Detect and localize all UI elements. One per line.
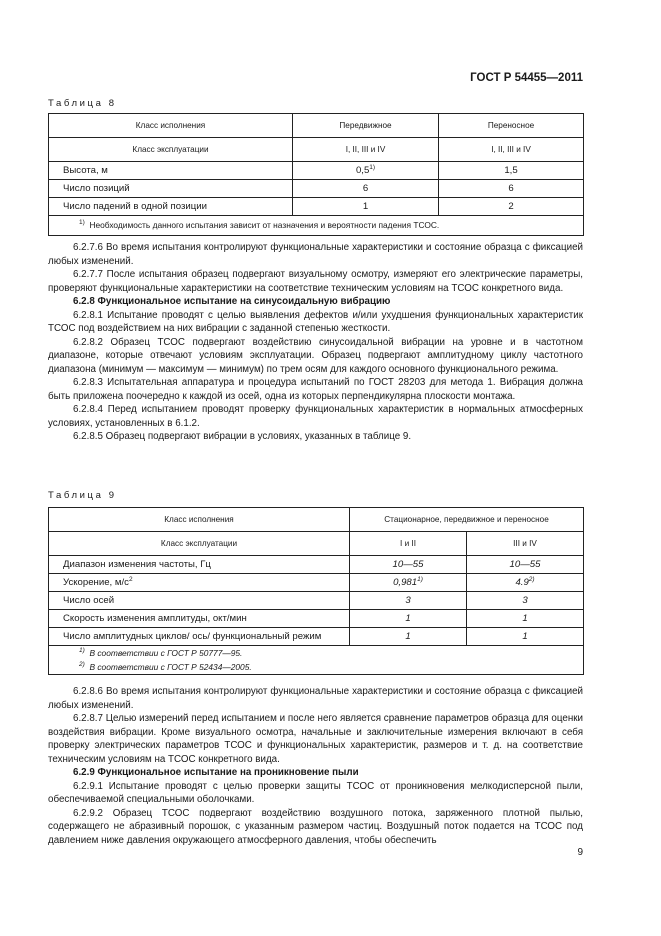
- table-9-caption: Таблица 9: [48, 490, 117, 501]
- row-label: Ускорение, $м/с^2$: [49, 574, 350, 592]
- paragraph: 6.2.8.3 Испытательная аппаратура и процедура испытаний по ГОСТ 28203 для метода 1. Вибрация должна быть приложена поочередно к каждой из осей, одна из которых перпендикулярна плоскости монтажа.: [48, 377, 583, 402]
- table-8-header-class: Класс исполнения: [49, 114, 293, 138]
- table-9: [48, 507, 584, 675]
- row-value: 3: [350, 592, 467, 610]
- row-value: 1: [467, 628, 584, 646]
- row-value: 1: [467, 610, 584, 628]
- paragraph: 6.2.8.6 Во время испытания контролируют функциональные характеристики и состояние образца с фиксацией любых изменений.: [48, 686, 583, 711]
- row-value: 2: [439, 198, 584, 216]
- section-heading: 6.2.8 Функциональное испытание на синусоидальную вибрацию: [73, 296, 391, 307]
- footnote: $^{2)}$ В соответствии с ГОСТ Р 52434—2005.: [79, 661, 252, 672]
- paragraph: 6.2.7.7 После испытания образец подвергают визуальному осмотру, измеряют его электрические параметры, проверяют функциональные характеристики на соответствие техническим условиям на ТСОС конкретного вида.: [48, 269, 583, 294]
- row-label: Высота, м: [49, 162, 293, 180]
- table-8-header-mobile: Передвижное: [293, 114, 439, 138]
- row-value: 1: [350, 610, 467, 628]
- row-value: 10—55: [467, 556, 584, 574]
- table-9-subheader-1-2: I и II: [350, 532, 467, 556]
- table-row: [49, 198, 584, 216]
- table-8-header-portable: Переносное: [439, 114, 584, 138]
- table-row: [49, 610, 584, 628]
- table-9-footnotes: [49, 646, 584, 675]
- row-value: 1: [293, 198, 439, 216]
- row-value: 6: [439, 180, 584, 198]
- table-9-subheader-class: Класс эксплуатации: [49, 532, 350, 556]
- table-9-header-class: Класс исполнения: [49, 508, 350, 532]
- row-label: Диапазон изменения частоты, Гц: [49, 556, 350, 574]
- table-8-footnote: $^{1)}$ Необходимость данного испытания зависит от назначения и вероятности падения ТСОС.: [49, 216, 584, 236]
- paragraph: 6.2.9.2 Образец ТСОС подвергают воздействию воздушного потока, заряженного плотной пылью, содержащего не абразивный порошок, с указанным размером частиц. Воздушный поток подается на ТСОС под давлением ниже давления окружающего атмосферного давления, чтобы обеспечить: [48, 807, 583, 846]
- table-8: [48, 113, 584, 236]
- row-value: 0,981$^{1)}$: [350, 574, 467, 592]
- row-value: 1,5: [439, 162, 584, 180]
- page-number: 9: [577, 847, 583, 858]
- footnote-ref: 1): [369, 163, 376, 171]
- table-9-subheader-3-4: III и IV: [467, 532, 584, 556]
- row-value: 6: [293, 180, 439, 198]
- section-heading: 6.2.9 Функциональное испытание на проникновение пыли: [73, 767, 359, 778]
- paragraph: 6.2.9.1 Испытание проводят с целью проверки защиты ТСОС от проникновения мелкодисперсной пыли, обеспечиваемой специальными оболочками.: [48, 780, 583, 805]
- table-row: [49, 556, 584, 574]
- table-row: [49, 162, 584, 180]
- table-row: [49, 574, 584, 592]
- row-label: Число амплитудных циклов/ ось/ функциональный режим: [49, 628, 350, 646]
- paragraph: 6.2.8.4 Перед испытанием проводят проверку функциональных характеристик в нормальных атмосферных условиях, установленных в 6.1.2.: [48, 404, 583, 429]
- table-row: [49, 592, 584, 610]
- footnote-ref: 2): [528, 575, 535, 583]
- row-label: Скорость изменения амплитуды, окт/мин: [49, 610, 350, 628]
- table-8-subheader-portable: I, II, III и IV: [439, 138, 584, 162]
- row-value: 0,5$^{1)}$: [293, 162, 439, 180]
- table-row: [49, 180, 584, 198]
- row-value: 10—55: [350, 556, 467, 574]
- table-8-caption: Таблица 8: [48, 98, 117, 109]
- paragraph: 6.2.8.7 Целью измерений перед испытанием и после него является сравнение параметров образца для оценки воздействия вибрации. Кроме визуального осмотра, начальные и заключительные измерения включают в себя проверку электрических параметров ТСОС и функциональных характеристик, размеров и т. д. на соответствие техническим условиям на ТСОС конкретного вида.: [48, 713, 583, 765]
- row-label: Число осей: [49, 592, 350, 610]
- table-row: [49, 628, 584, 646]
- document-header: ГОСТ Р 54455—2011: [470, 72, 583, 84]
- row-value: 1: [350, 628, 467, 646]
- paragraph: 6.2.8.2 Образец ТСОС подвергают воздействию синусоидальной вибрации на уровне и в частотном диапазоне, которые отвечают условиям эксплуатации. Образец подвергают амплитудному циклу частотного диапазона (минимум — максимум — минимум) по трем осям для каждого основного функционального режима.: [48, 336, 583, 375]
- row-value: 3: [467, 592, 584, 610]
- row-label: Число позиций: [49, 180, 293, 198]
- text-block-2: [48, 685, 583, 847]
- paragraph: 6.2.8.5 Образец подвергают вибрации в условиях, указанных в таблице 9.: [73, 431, 412, 442]
- table-9-header-all: Стационарное, передвижное и переносное: [350, 508, 584, 532]
- paragraph: 6.2.7.6 Во время испытания контролируют функциональные характеристики и состояние образца с фиксацией любых изменений.: [48, 242, 583, 267]
- table-8-subheader-class: Класс эксплуатации: [49, 138, 293, 162]
- text-block-1: [48, 241, 583, 444]
- table-8-subheader-mobile: I, II, III и IV: [293, 138, 439, 162]
- paragraph: 6.2.8.1 Испытание проводят с целью выявления дефектов и/или ухудшения функциональных характеристик ТСОС под воздействием на них вибрации с заданной степенью жесткости.: [48, 309, 583, 334]
- footnote: $^{1)}$ В соответствии с ГОСТ Р 50777—95.: [79, 647, 243, 658]
- row-value: 4.9$^{2)}$: [467, 574, 584, 592]
- row-label: Число падений в одной позиции: [49, 198, 293, 216]
- footnote-ref: 1): [417, 575, 423, 583]
